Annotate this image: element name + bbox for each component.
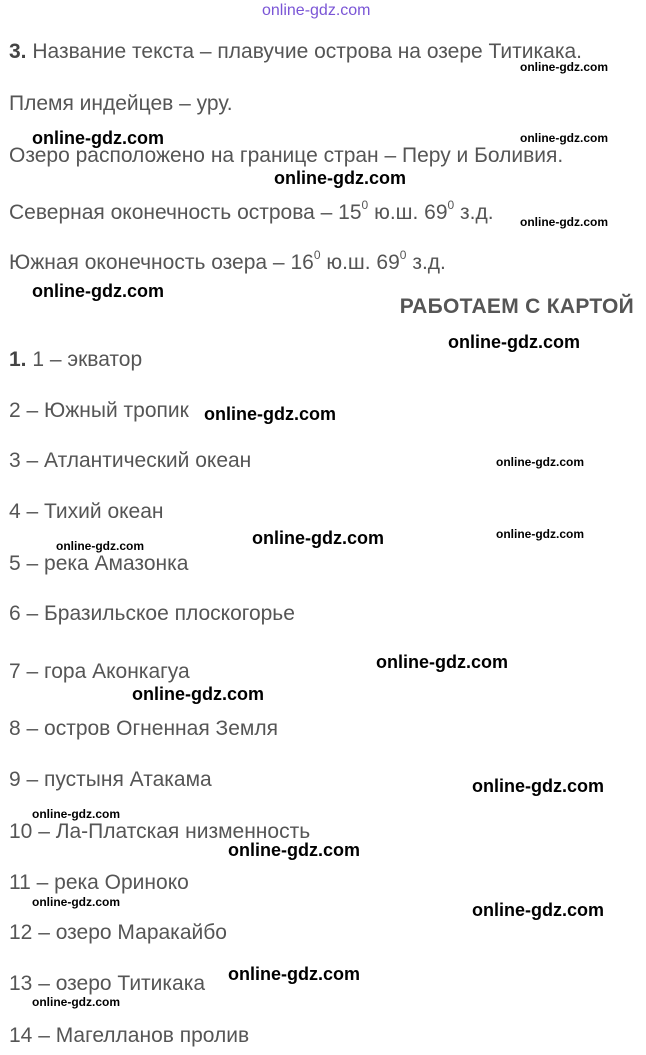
lake-location-answer: Озеро расположено на границе стран – Перу и Боливия. bbox=[9, 144, 564, 167]
watermark: online-gdz.com bbox=[204, 404, 336, 424]
watermark: online-gdz.com bbox=[132, 684, 264, 704]
list-item: 6 – Бразильское плоскогорье bbox=[9, 602, 295, 625]
watermark: online-gdz.com bbox=[520, 60, 608, 74]
watermark: online-gdz.com bbox=[252, 528, 384, 548]
section3-title-line bbox=[9, 40, 582, 64]
map-section-number: 1. bbox=[9, 348, 27, 371]
watermark: online-gdz.com bbox=[228, 964, 360, 984]
watermark: online-gdz.com bbox=[496, 527, 584, 541]
list-item: 5 – река Амазонка bbox=[9, 552, 189, 575]
list-item bbox=[9, 348, 142, 372]
degree-sup: 0 bbox=[313, 248, 321, 262]
watermark: online-gdz.com bbox=[32, 807, 120, 821]
watermark: online-gdz.com bbox=[56, 539, 144, 553]
south-tip-text-b: ю.ш. 69 bbox=[320, 251, 400, 274]
north-tip-text-c: з.д. bbox=[454, 201, 494, 224]
list-item: 14 – Магелланов пролив bbox=[9, 1024, 250, 1047]
list-item: 9 – пустыня Атакама bbox=[9, 768, 212, 791]
list-item: 11 – река Ориноко bbox=[9, 871, 189, 894]
watermark: online-gdz.com bbox=[274, 168, 406, 188]
list-item: 10 – Ла-Платская низменность bbox=[9, 820, 311, 843]
watermark-top: online-gdz.com bbox=[262, 2, 371, 19]
south-tip-answer bbox=[9, 245, 446, 275]
watermark: online-gdz.com bbox=[32, 995, 120, 1009]
watermark: online-gdz.com bbox=[376, 652, 508, 672]
list-item: 7 – гора Аконкагуа bbox=[9, 660, 190, 683]
watermark: online-gdz.com bbox=[32, 128, 164, 148]
section3-number: 3. bbox=[9, 40, 27, 63]
watermark: online-gdz.com bbox=[32, 895, 120, 909]
watermark: online-gdz.com bbox=[520, 215, 608, 229]
tribe-answer: Племя индейцев – уру. bbox=[9, 92, 233, 115]
degree-sup: 0 bbox=[399, 248, 407, 262]
watermark: online-gdz.com bbox=[472, 900, 604, 920]
north-tip-text-b: ю.ш. 69 bbox=[368, 201, 448, 224]
degree-sup: 0 bbox=[447, 198, 455, 212]
north-tip-answer bbox=[9, 195, 494, 225]
list-item-text: 1 – экватор bbox=[32, 348, 143, 371]
south-tip-text-a: Южная оконечность озера – 16 bbox=[9, 251, 314, 274]
list-item: 12 – озеро Маракайбо bbox=[9, 921, 227, 944]
watermark: online-gdz.com bbox=[228, 840, 360, 860]
list-item: 13 – озеро Титикака bbox=[9, 972, 206, 995]
watermark: online-gdz.com bbox=[520, 131, 608, 145]
list-item: 8 – остров Огненная Земля bbox=[9, 717, 278, 740]
south-tip-text-c: з.д. bbox=[406, 251, 446, 274]
watermark: online-gdz.com bbox=[472, 776, 604, 796]
north-tip-text-a: Северная оконечность острова – 15 bbox=[9, 201, 362, 224]
list-item: 4 – Тихий океан bbox=[9, 500, 164, 523]
degree-sup: 0 bbox=[361, 198, 369, 212]
watermark: online-gdz.com bbox=[448, 332, 580, 352]
list-item: 3 – Атлантический океан bbox=[9, 449, 252, 472]
text-title-answer: Название текста – плавучие острова на озере Титикака. bbox=[32, 40, 582, 63]
list-item: 2 – Южный тропик bbox=[9, 399, 189, 422]
map-section-heading: РАБОТАЕМ С КАРТОЙ bbox=[399, 295, 634, 318]
watermark: online-gdz.com bbox=[32, 281, 164, 301]
watermark: online-gdz.com bbox=[496, 455, 584, 469]
